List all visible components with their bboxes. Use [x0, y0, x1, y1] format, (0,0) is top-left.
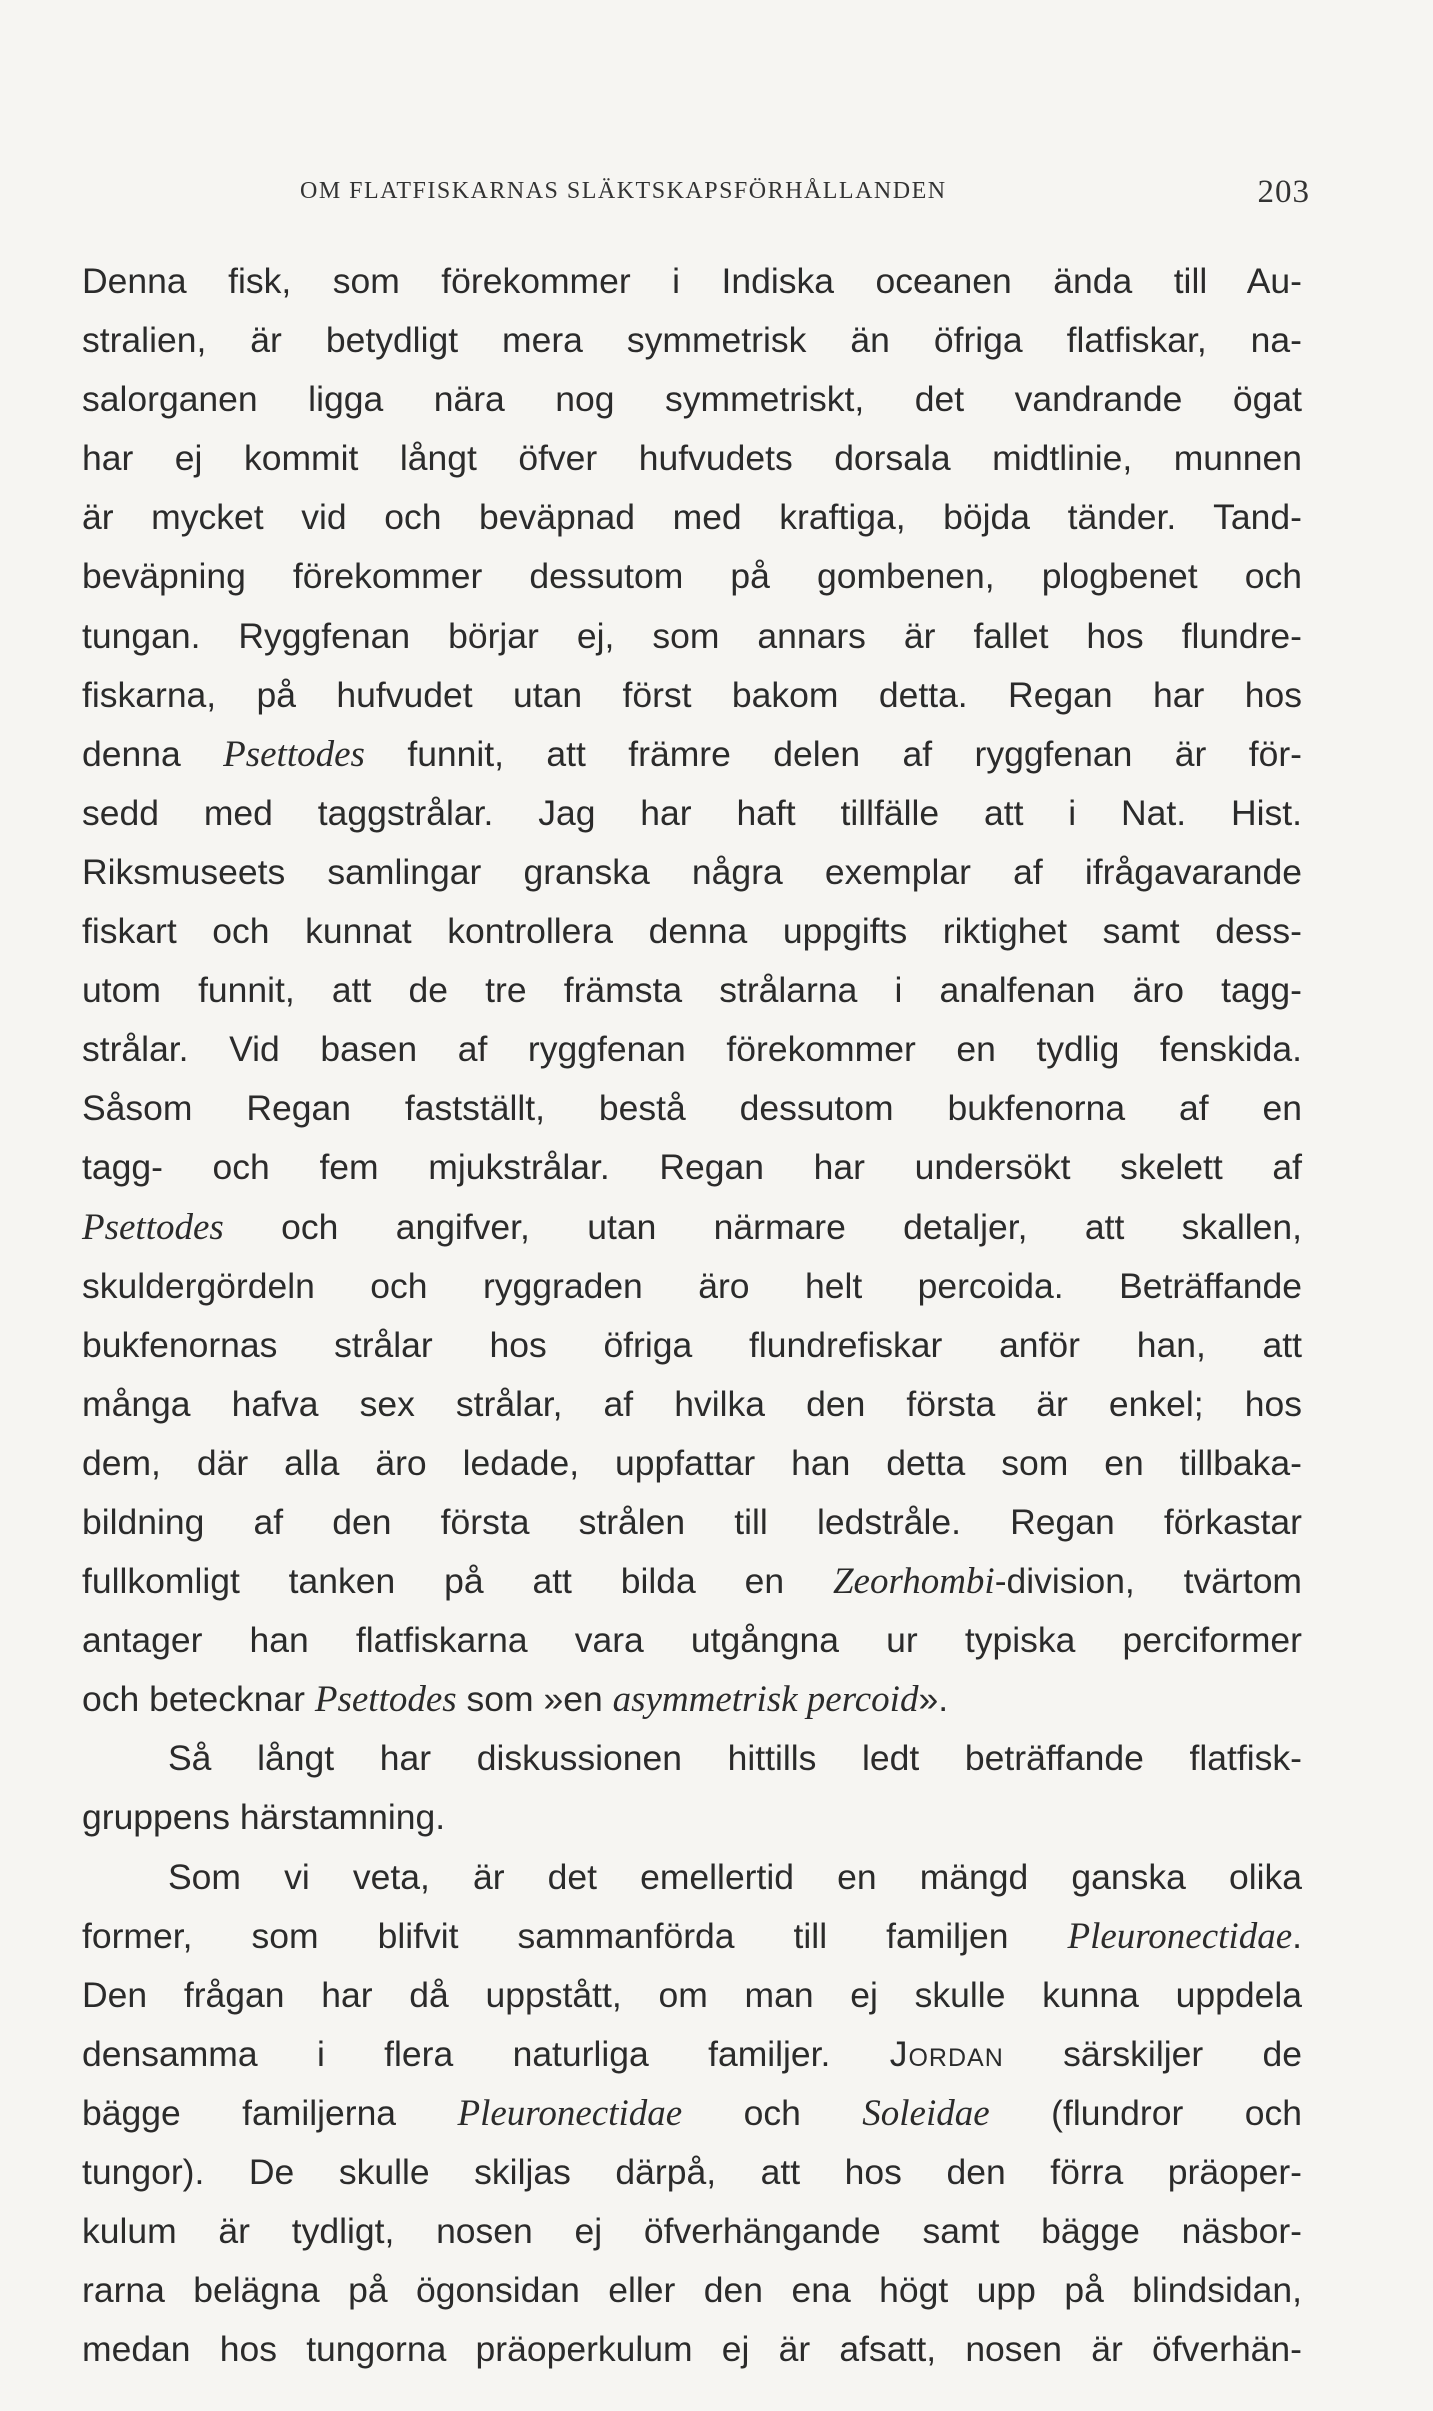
italic-genus-name: Psettodes — [314, 1679, 457, 1721]
italic-family-name: Pleuronectidae — [1067, 1915, 1293, 1957]
italic-family-name: Pleuronectidae — [457, 2092, 683, 2134]
italic-phrase: asymmetrisk percoid — [612, 1679, 919, 1721]
author-name: Jordan — [889, 2033, 1004, 2074]
text-line-4: har ej kommit långt öfver hufvudets dorsala midtlinie, munnen — [82, 438, 1302, 479]
text-line-19: bukfenornas strålar hos öfriga flundrefiskar anför han, att — [82, 1324, 1302, 1365]
page-header — [300, 174, 1310, 218]
text-line-5: är mycket vid och beväpnad med kraftiga, böjda tänder. Tand- — [82, 497, 1302, 538]
text-line-12: fiskart och kunnat kontrollera denna uppgifts riktighet samt dess- — [82, 911, 1302, 952]
italic-genus-name: Psettodes — [223, 733, 365, 775]
text-line-24: antager han flatfiskarna vara utgångna ur typiska perciformer — [82, 1620, 1302, 1661]
text-line-10: sedd med taggstrålar. Jag har haft tillfälle att i Nat. Hist. — [82, 792, 1302, 833]
text-line-1: Denna fisk, som förekommer i Indiska oceanen ända till Au- — [82, 261, 1302, 301]
italic-genus-name: Psettodes — [82, 1206, 224, 1248]
text-line-22: bildning af den första strålen till ledstråle. Regan förkastar — [82, 1501, 1302, 1542]
text-line-15: Såsom Regan fastställt, bestå dessutom bukfenorna af en — [82, 1088, 1302, 1129]
italic-family-name: Soleidae — [862, 2092, 990, 2134]
text-line-6: beväpning förekommer dessutom på gombenen, plogbenet och — [82, 556, 1302, 597]
body-text — [82, 252, 1302, 2379]
text-line-26: Så långt har diskussionen hittills ledt beträffande flatfisk- — [168, 1738, 1302, 1779]
text-line-21: dem, där alla äro ledade, uppfattar han detta som en tillbaka- — [82, 1442, 1302, 1483]
text-line-11: Riksmuseets samlingar granska några exemplar af ifrågavarande — [82, 851, 1302, 892]
text-line-32: bägge familjerna Pleuronectidae och Soleidae (flundror och — [82, 2092, 1302, 2134]
text-line-8: fiskarna, på hufvudet utan först bakom detta. Regan har hos — [82, 674, 1302, 715]
text-line-23: fullkomligt tanken på att bilda en Zeorhombi-division, tvärtom — [82, 1561, 1303, 1603]
text-line-30: Den frågan har då uppstått, om man ej skulle kunna uppdela — [82, 1974, 1302, 2015]
italic-taxon-name: Zeorhombi — [832, 1561, 995, 1603]
text-line-27: gruppens härstamning. — [82, 1797, 446, 1838]
text-line-20: många hafva sex strålar, af hvilka den första är enkel; hos — [82, 1383, 1302, 1424]
text-line-36: medan hos tungorna präoperkulum ej är afsatt, nosen är öfverhän- — [82, 2329, 1302, 2370]
page-number: 203 — [1257, 174, 1310, 210]
text-line-16: tagg- och fem mjukstrålar. Regan har undersökt skelett af — [82, 1147, 1302, 1188]
text-line-18: skuldergördeln och ryggraden äro helt percoida. Beträffande — [82, 1265, 1302, 1306]
text-line-29: former, som blifvit sammanförda till familjen Pleuronectidae. — [82, 1915, 1302, 1957]
text-line-9: denna Psettodes funnit, att främre delen af ryggfenan är för- — [82, 733, 1302, 775]
text-line-17: Psettodes och angifver, utan närmare detaljer, att skallen, — [82, 1206, 1302, 1248]
text-line-34: kulum är tydligt, nosen ej öfverhängande samt bägge näsbor- — [82, 2211, 1302, 2252]
text-line-35: rarna belägna på ögonsidan eller den ena högt upp på blindsidan, — [82, 2270, 1302, 2311]
text-line-25: och betecknar Psettodes som »en asymmetrisk percoid». — [82, 1679, 949, 1721]
text-line-33: tungor). De skulle skiljas därpå, att hos den förra präoper- — [82, 2152, 1302, 2192]
text-line-13: utom funnit, att de tre främsta strålarna i analfenan äro tagg- — [82, 970, 1302, 1011]
text-line-2: stralien, är betydligt mera symmetrisk än öfriga flatfiskar, na- — [82, 320, 1302, 361]
text-line-14: strålar. Vid basen af ryggfenan förekommer en tydlig fenskida. — [82, 1029, 1302, 1070]
text-line-31: densamma i flera naturliga familjer. Jordan särskiljer de — [82, 2033, 1302, 2074]
running-title: OM FLATFISKARNAS SLÄKTSKAPSFÖRHÅLLANDEN — [300, 178, 947, 204]
text-line-3: salorganen ligga nära nog symmetriskt, det vandrande ögat — [82, 379, 1302, 420]
text-line-28: Som vi veta, är det emellertid en mängd ganska olika — [168, 1856, 1302, 1897]
text-line-7: tungan. Ryggfenan börjar ej, som annars är fallet hos flundre- — [82, 615, 1302, 656]
